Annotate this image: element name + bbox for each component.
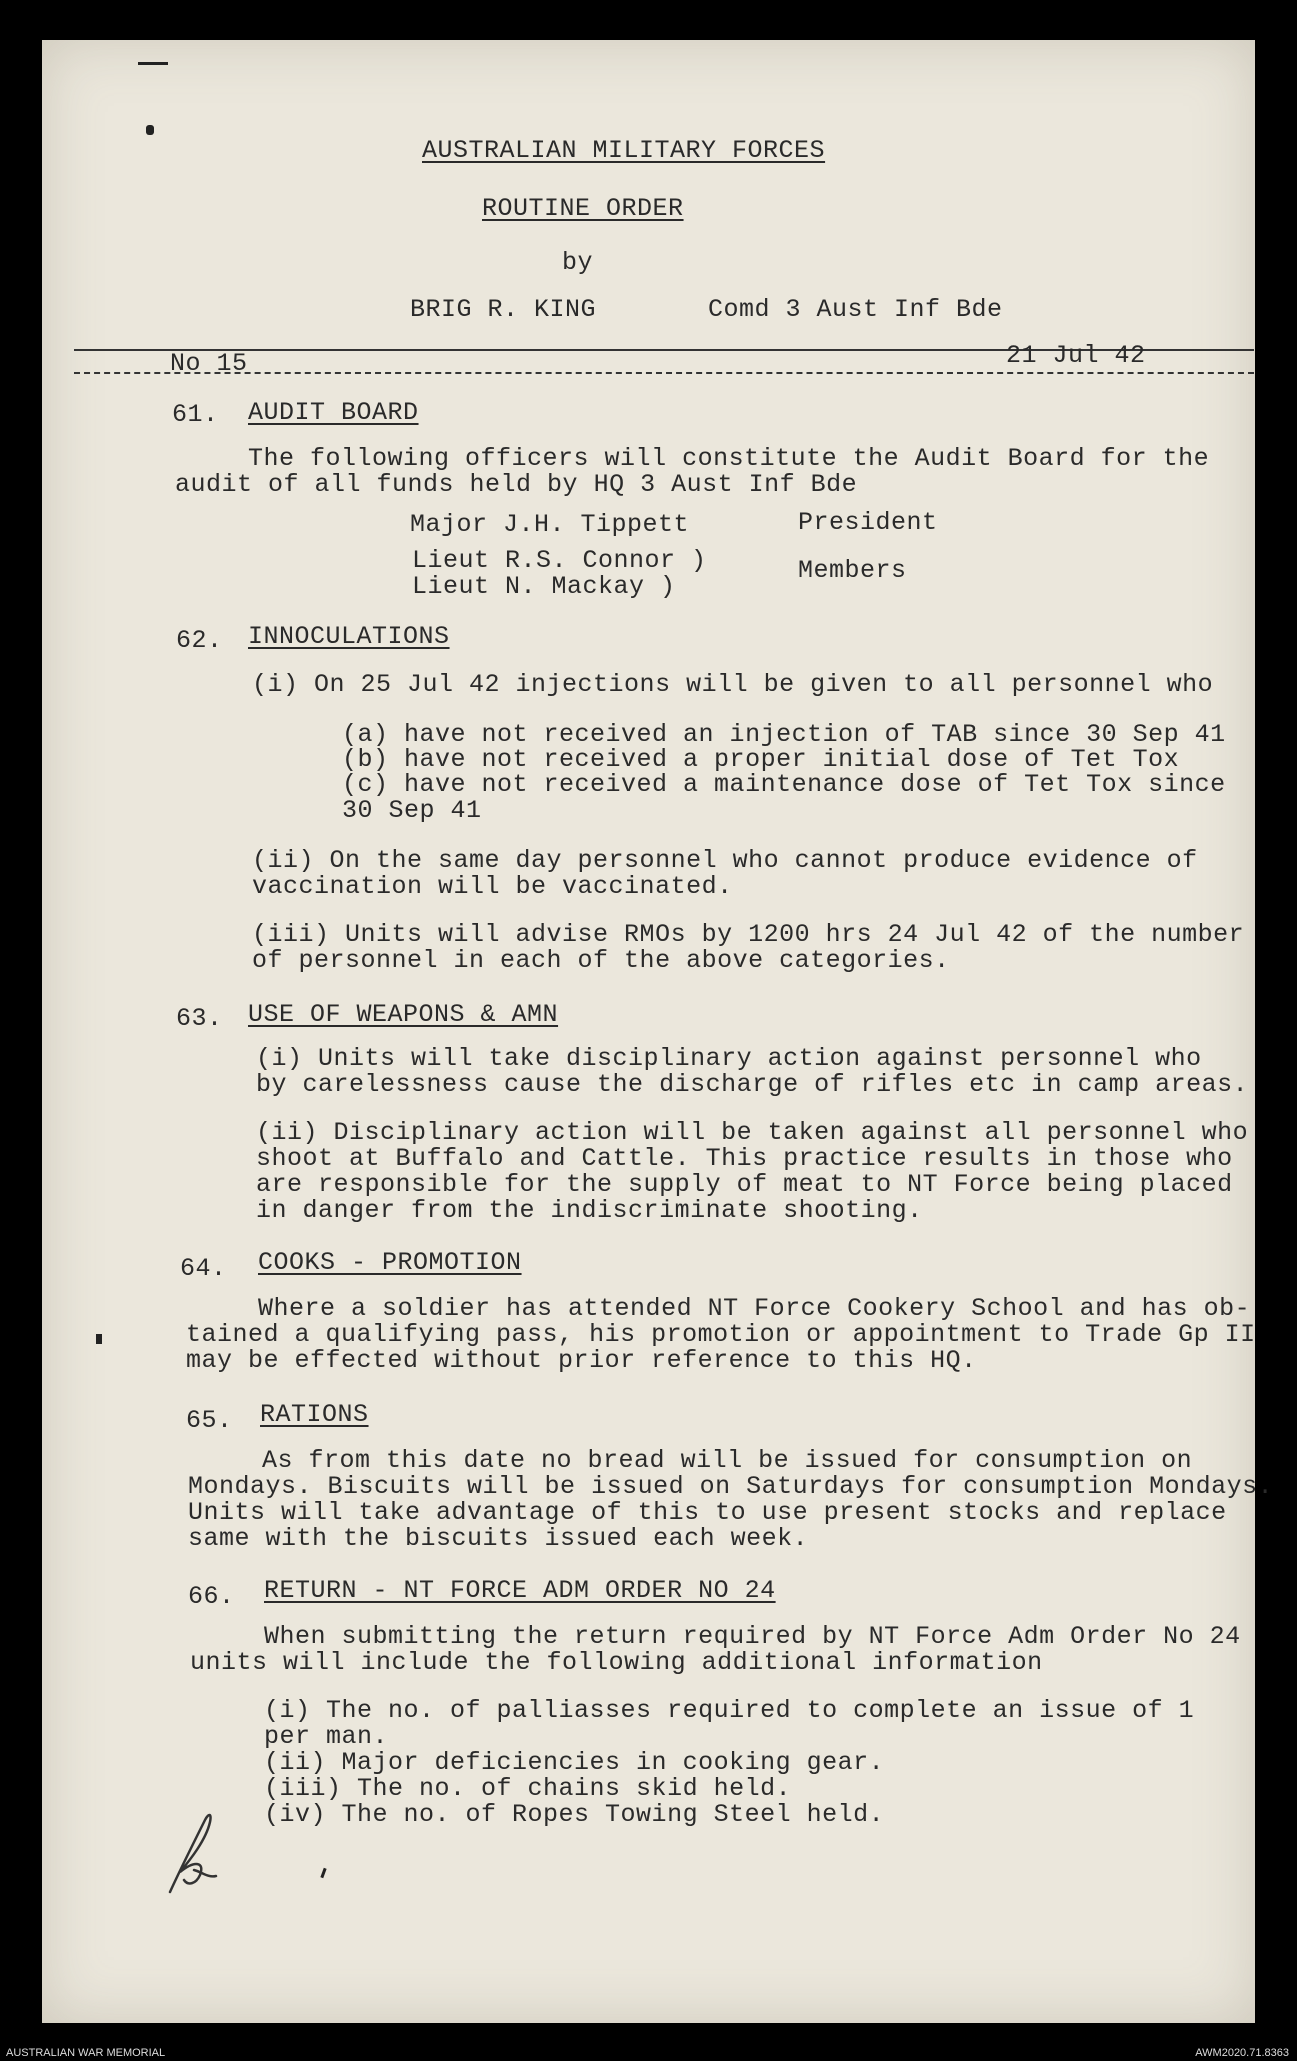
section-heading: AUDIT BOARD bbox=[248, 398, 419, 427]
order-number: No 15 bbox=[170, 349, 248, 378]
section-heading: USE OF WEAPONS & AMN bbox=[248, 1000, 559, 1029]
section-heading: COOKS - PROMOTION bbox=[258, 1248, 522, 1277]
body-line: audit of all funds held by HQ 3 Aust Inf Bde bbox=[175, 470, 858, 499]
body-line: of personnel in each of the above categories. bbox=[252, 946, 950, 975]
body-line: (i) Units will take disciplinary action against personnel who bbox=[256, 1044, 1202, 1073]
body-line: units will include the following additional information bbox=[190, 1648, 1043, 1677]
signature-mark bbox=[150, 1800, 240, 1900]
body-line: (c) have not received a maintenance dose of Tet Tox since bbox=[342, 770, 1226, 799]
roster-role: President bbox=[798, 508, 938, 537]
body-line: may be effected without prior reference to this HQ. bbox=[186, 1346, 977, 1375]
ink-mark bbox=[96, 1334, 102, 1344]
document-subtitle: ROUTINE ORDER bbox=[482, 194, 684, 223]
body-line: shoot at Buffalo and Cattle. This practice results in those who bbox=[256, 1144, 1233, 1173]
section-number: 63. bbox=[176, 1004, 223, 1033]
body-line: (iv) The no. of Ropes Towing Steel held. bbox=[264, 1800, 885, 1829]
body-line: (ii) Disciplinary action will be taken against all personnel who bbox=[256, 1118, 1249, 1147]
order-date: 21 Jul 42 bbox=[1006, 341, 1146, 370]
body-line: Where a soldier has attended NT Force Cookery School and has ob- bbox=[258, 1294, 1251, 1323]
body-line: (b) have not received a proper initial dose of Tet Tox bbox=[342, 745, 1180, 774]
body-line: in danger from the indiscriminate shooting. bbox=[256, 1196, 923, 1225]
body-line: (ii) On the same day personnel who cannot produce evidence of bbox=[252, 846, 1198, 875]
body-line: Units will take advantage of this to use present stocks and replace bbox=[188, 1498, 1227, 1527]
roster-name: Major J.H. Tippett bbox=[410, 510, 690, 539]
body-line: are responsible for the supply of meat to NT Force being placed bbox=[256, 1170, 1233, 1199]
section-number: 64. bbox=[180, 1254, 227, 1283]
section-heading: INNOCULATIONS bbox=[248, 622, 450, 651]
body-line: (iii) The no. of chains skid held. bbox=[264, 1774, 792, 1803]
roster-name: Lieut N. Mackay ) bbox=[412, 572, 676, 601]
by-line: by bbox=[562, 248, 594, 277]
body-line: As from this date no bread will be issued for consumption on bbox=[262, 1446, 1193, 1475]
body-line: (i) The no. of palliasses required to complete an issue of 1 bbox=[264, 1696, 1195, 1725]
section-heading: RETURN - NT FORCE ADM ORDER NO 24 bbox=[264, 1576, 776, 1605]
body-line: vaccination will be vaccinated. bbox=[252, 872, 733, 901]
body-line: tained a qualifying pass, his promotion or appointment to Trade Gp II bbox=[186, 1320, 1256, 1349]
section-number: 62. bbox=[176, 626, 223, 655]
document-title: AUSTRALIAN MILITARY FORCES bbox=[422, 136, 826, 165]
body-line: (ii) Major deficiencies in cooking gear. bbox=[264, 1748, 885, 1777]
body-line: (i) On 25 Jul 42 injections will be given to all personnel who bbox=[252, 670, 1214, 699]
body-line: (a) have not received an injection of TAB since 30 Sep 41 bbox=[342, 720, 1226, 749]
command-name: Comd 3 Aust Inf Bde bbox=[708, 295, 1003, 324]
body-line: per man. bbox=[264, 1722, 389, 1751]
section-number: 66. bbox=[188, 1582, 235, 1611]
punch-mark bbox=[146, 125, 154, 135]
footer-source: AUSTRALIAN WAR MEMORIAL bbox=[6, 2047, 166, 2059]
body-line: (iii) Units will advise RMOs by 1200 hrs 24 Jul 42 of the number bbox=[252, 920, 1245, 949]
section-number: 65. bbox=[186, 1406, 233, 1435]
body-line: Mondays. Biscuits will be issued on Saturdays for consumption Mondays. bbox=[188, 1472, 1274, 1501]
ink-mark bbox=[138, 62, 168, 65]
body-line: 30 Sep 41 bbox=[342, 796, 482, 825]
author-name: BRIG R. KING bbox=[410, 295, 597, 324]
header-rule-bottom bbox=[74, 372, 1254, 374]
roster-name: Lieut R.S. Connor ) bbox=[412, 546, 707, 575]
section-number: 61. bbox=[172, 400, 219, 429]
roster-role: Members bbox=[798, 556, 907, 585]
body-line: The following officers will constitute the Audit Board for the bbox=[248, 444, 1210, 473]
section-heading: RATIONS bbox=[260, 1400, 369, 1429]
document-page bbox=[42, 40, 1255, 2023]
footer-accession: AWM2020.71.8363 bbox=[1195, 2047, 1289, 2059]
body-line: by carelessness cause the discharge of rifles etc in camp areas. bbox=[256, 1070, 1249, 1099]
body-line: When submitting the return required by NT Force Adm Order No 24 bbox=[264, 1622, 1241, 1651]
body-line: same with the biscuits issued each week. bbox=[188, 1524, 809, 1553]
